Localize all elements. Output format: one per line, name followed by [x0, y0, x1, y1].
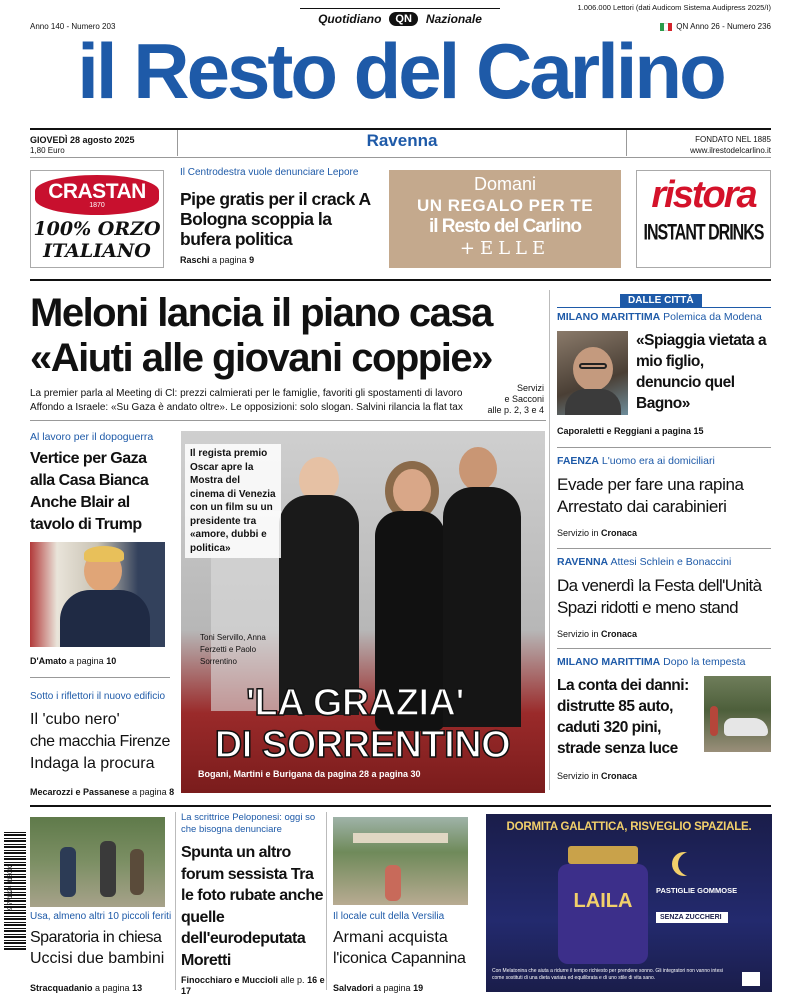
armani-headline-2[interactable]: l'iconica Capannina: [333, 950, 466, 967]
qn-logo: QN: [389, 12, 418, 26]
qn-issue-text: QN Anno 26 - Numero 236: [676, 22, 771, 31]
capannina-photo: [333, 817, 468, 905]
gaza-kicker: Al lavoro per il dopoguerra: [30, 431, 154, 443]
crastan-brand: CRASTAN: [48, 180, 146, 203]
story-firenze[interactable]: [30, 690, 175, 798]
faenza-headline-1[interactable]: Evade per fare una rapina: [557, 475, 744, 494]
masthead-left-info: Anno 140 - Numero 203: [30, 22, 116, 31]
main-headline-1[interactable]: Meloni lancia il piano casa: [30, 291, 492, 335]
issue-date: GIOVEDÌ 28 agosto 2025: [30, 135, 135, 145]
story-peloponesi[interactable]: [181, 812, 326, 994]
faenza-credit: Servizio in Cronaca: [557, 528, 638, 538]
sparatoria-credit: Stracquadanio a pagina 13: [30, 983, 143, 993]
faenza-headline-2[interactable]: Arrestato dai carabinieri: [557, 497, 727, 516]
crastan-year: 1870: [89, 202, 105, 209]
milano2-kicker: MILANO MARITTIMA Dopo la tempesta: [557, 656, 746, 668]
firenze-kicker: Sotto i riflettori il nuovo edificio: [30, 691, 166, 702]
milano1-credit: Caporaletti e Reggiani a pagina 15: [557, 426, 704, 436]
moon-icon: [678, 852, 702, 876]
story-ravenna[interactable]: [557, 556, 771, 640]
ravenna-credit: Servizio in Cronaca: [557, 629, 638, 639]
top-story-kicker: Il Centrodestra vuole denunciare Lepore: [180, 167, 359, 178]
milano2-headline[interactable]: La conta dei danni: distrutte 85 auto, caduti 320 pini, strade senza luce: [557, 677, 689, 757]
crastan-line2: ITALIANO: [43, 240, 151, 262]
edition-name[interactable]: Ravenna: [366, 131, 438, 150]
peloponesi-credit: Finocchiaro e Muccioli alle p. 16 e 17: [181, 975, 325, 994]
firenze-headline-2[interactable]: che macchia Firenze: [30, 733, 171, 750]
main-credit: Servizi e Sacconi alle p. 2, 3 e 4: [487, 383, 544, 415]
venezia-headline-2[interactable]: DI SORRENTINO: [214, 724, 511, 766]
top-story-credit: Raschi a pagina 9: [180, 255, 255, 265]
ravenna-kicker: RAVENNA Attesi Schlein e Bonaccini: [557, 556, 732, 568]
faenza-kicker: FAENZA L'uomo era ai domiciliari: [557, 455, 715, 467]
milano2-photo: [704, 676, 771, 752]
website-link[interactable]: www.ilrestodelcarlino.it: [690, 146, 771, 155]
peloponesi-headline[interactable]: Spunta un altro forum sessista Tra le foto rubate anche quelle dell'eurodeputata Moretti: [181, 844, 324, 969]
ravenna-headline-1[interactable]: Da venerdì la Festa dell'Unità: [557, 576, 762, 595]
laila-brand-icon: [742, 972, 760, 986]
qn-left-label: Quotidiano: [318, 11, 382, 26]
milano1-photo: [557, 331, 628, 415]
venezia-caption: Il regista premio Oscar apre la Mostra del cinema di Venezia con un film su un presidente tra «amore, dubbi e politica»: [185, 444, 281, 558]
laila-fine-print: Con Melatonina che aiuta a ridurre il tempo richiesto per prendere sonno. Gli integratori non vanno intesi come sostituti di una dieta variata ed equilibrata e di uno stile di vita sano.: [492, 968, 723, 981]
laila-headline: DORMITA GALATTICA, RISVEGLIO SPAZIALE.: [506, 821, 752, 833]
crastan-line1: 100% ORZO: [33, 218, 161, 240]
venezia-people: Toni Servillo, Anna Ferzetti e Paolo Sorrentino: [200, 633, 266, 666]
main-summary-1: La premier parla al Meeting di Cl: prezzi calmierati per le famiglie, favoriti gli spostamenti di lavoro: [30, 388, 463, 399]
armani-credit: Salvadori a pagina 19: [333, 983, 424, 993]
elle-promo[interactable]: [389, 170, 621, 268]
laila-ad[interactable]: [486, 814, 772, 992]
firenze-headline-1[interactable]: Il 'cubo nero': [30, 711, 120, 728]
milano1-headline[interactable]: «Spiaggia vietata a mio figlio, denuncio quel Bagno»: [636, 332, 767, 412]
sparatoria-photo: [30, 817, 165, 907]
ristora-brand: ristora: [651, 174, 756, 216]
founded-label: FONDATO NEL 1885: [695, 135, 771, 144]
venezia-headline-1[interactable]: 'LA GRAZIA': [245, 682, 465, 724]
crastan-ad[interactable]: [30, 170, 164, 268]
story-milano1[interactable]: [557, 311, 771, 324]
armani-headline-1[interactable]: Armani acquista: [333, 929, 448, 946]
story-faenza[interactable]: [557, 455, 771, 539]
promo-line3: il Resto del Carlino: [428, 216, 582, 237]
firenze-headline-3[interactable]: Indaga la procura: [30, 755, 155, 772]
ristora-ad[interactable]: [636, 170, 771, 268]
ristora-tagline: INSTANT DRINKS: [643, 221, 764, 246]
qn-right-label: Nazionale: [425, 11, 482, 26]
peloponesi-kicker: La scrittrice Peloponesi: oggi so che bisogna denunciare: [181, 812, 316, 835]
crastan-logo: [35, 175, 159, 215]
promo-line2: UN REGALO PER TE: [416, 196, 594, 215]
promo-line4: +ELLE: [459, 238, 551, 259]
sparatoria-headline-2[interactable]: Uccisi due bambini: [30, 950, 165, 967]
readers-info: 1.006.000 Lettori (dati Audicom Sistema Audipress 2025/I): [577, 3, 771, 12]
venezia-credit: Bogani, Martini e Burigana da pagina 28 a pagina 30: [198, 769, 421, 779]
qn-strip: [300, 8, 500, 28]
ravenna-headline-2[interactable]: Spazi ridotti e meno stand: [557, 598, 738, 617]
dalle-citta-label: DALLE CITTÀ: [620, 294, 702, 307]
top-story[interactable]: [180, 166, 380, 266]
main-headline-2[interactable]: «Aiuti alle giovani coppie»: [30, 336, 492, 380]
laila-badge1: PASTIGLIE GOMMOSE: [656, 886, 738, 895]
story-milano2[interactable]: [557, 656, 771, 669]
story-gaza[interactable]: [30, 431, 170, 536]
gaza-headline[interactable]: Vertice per Gaza alla Casa Bianca Anche Blair al tavolo di Trump: [30, 450, 149, 533]
barcode-number: 9 771124 818002: [8, 863, 14, 911]
top-story-headline[interactable]: Pipe gratis per il crack A Bologna scoppia la bufera politica: [180, 189, 370, 249]
laila-product: LAILA: [573, 890, 633, 912]
firenze-credit: Mecarozzi e Passanese a pagina 8: [30, 787, 175, 797]
newspaper-title[interactable]: il Resto del Carlino: [77, 27, 724, 115]
trump-photo: [30, 542, 165, 647]
main-summary-2: Affondo a Israele: «Su Gaza è andato oltre». Le opposizioni: solo slogan. Salvini rilancia la flat tax: [30, 402, 463, 413]
sparatoria-kicker: Usa, almeno altri 10 piccoli feriti: [30, 911, 172, 922]
story-sparatoria[interactable]: [30, 910, 175, 994]
story-armani[interactable]: [333, 910, 478, 994]
milano1-kicker: MILANO MARITTIMA Polemica da Modena: [557, 311, 762, 323]
promo-line1: Domani: [473, 174, 537, 194]
milano2-credit: Servizio in Cronaca: [557, 771, 638, 781]
issue-price: 1,80 Euro: [30, 146, 65, 155]
gaza-credit: D'Amato a pagina 10: [30, 656, 117, 666]
sparatoria-headline-1[interactable]: Sparatoria in chiesa: [30, 929, 162, 946]
laila-jar: [558, 846, 648, 964]
laila-badge2: SENZA ZUCCHERI: [656, 912, 728, 923]
armani-kicker: Il locale cult della Versilia: [333, 911, 445, 922]
